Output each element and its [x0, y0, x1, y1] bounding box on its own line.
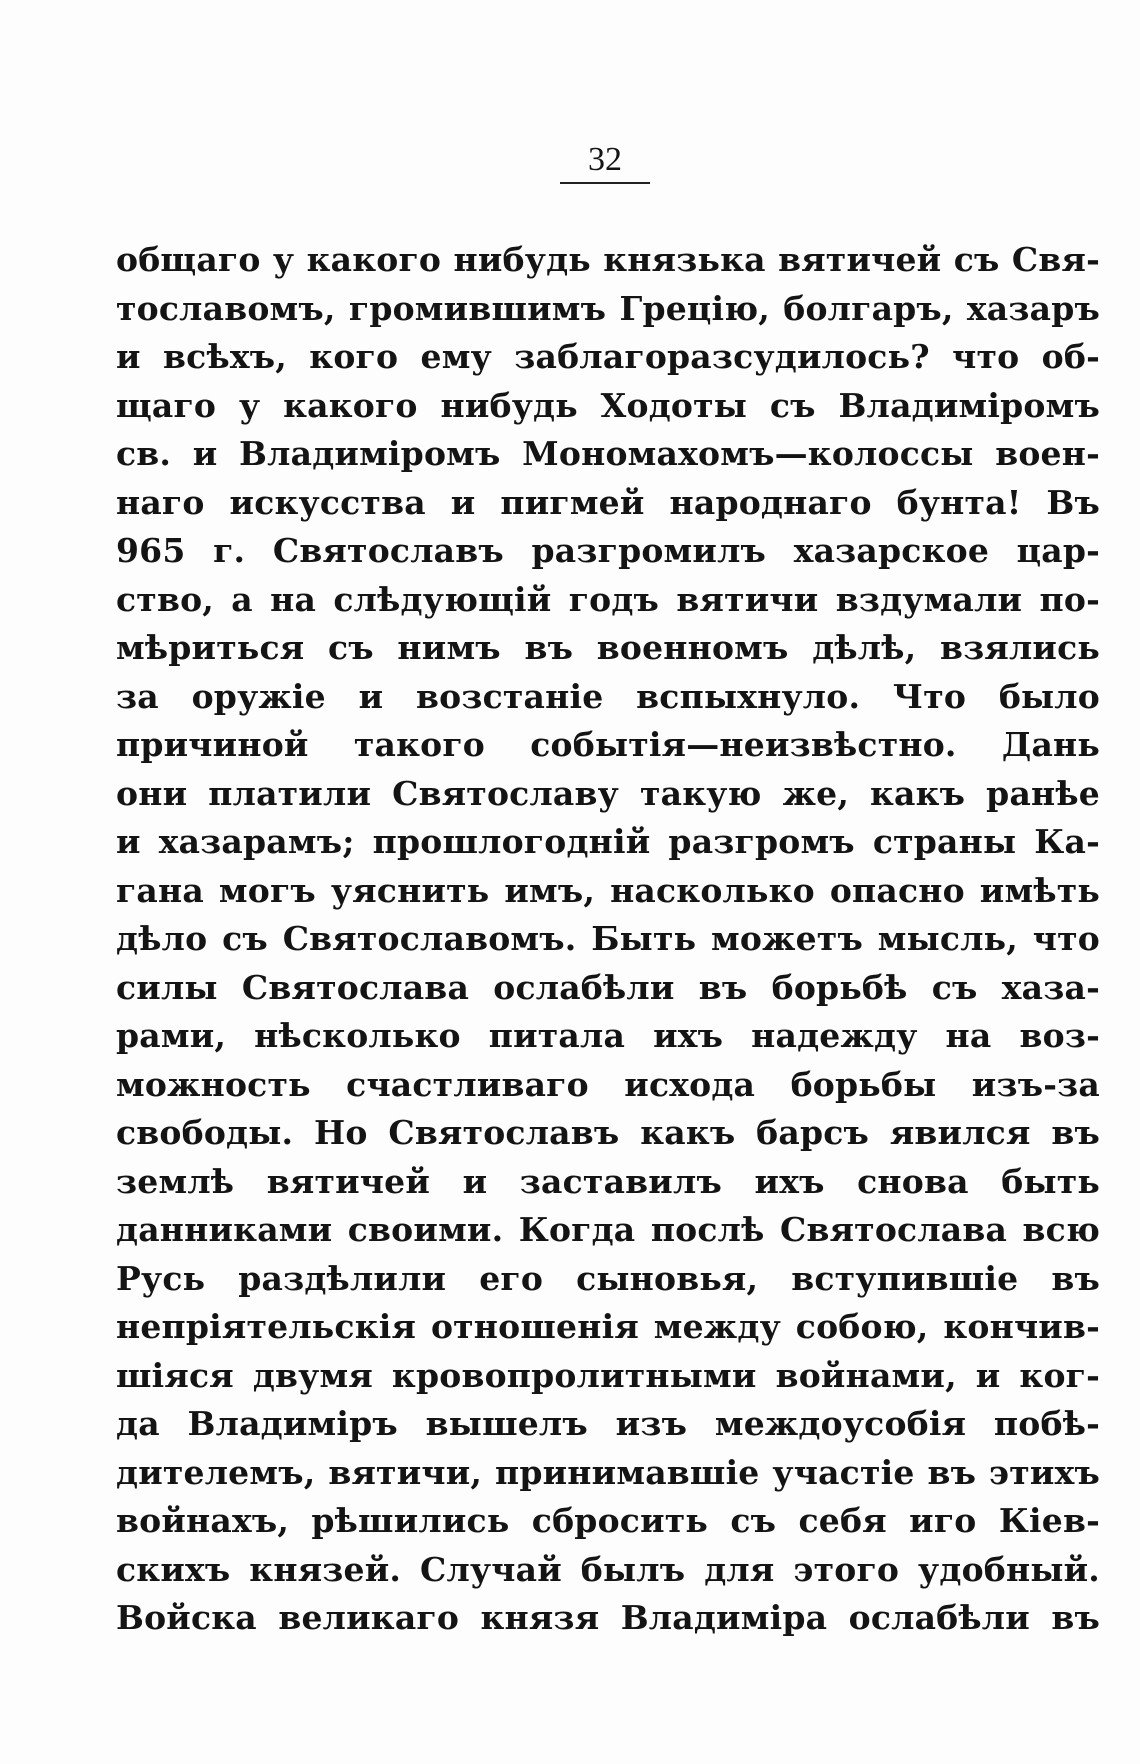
page-number: 32: [560, 140, 650, 184]
text-line: Русь раздѣлили его сыновья, вступившіе въ: [116, 1258, 1100, 1298]
body-text: [116, 236, 1100, 1643]
text-line: свободы. Но Святославъ какъ барсъ явился въ: [116, 1113, 1100, 1152]
text-line: дителемъ, вятичи, принимавшіе участіе въ этихъ: [116, 1452, 1100, 1492]
text-line: ство, а на слѣдующій годъ вятичи вздумали по-: [116, 579, 1100, 619]
text-line: гана могъ уяснить имъ, насколько опасно имѣть: [116, 870, 1100, 910]
text-line: щаго у какого нибудь Ходоты съ Владиміромъ: [116, 385, 1100, 425]
text-line: можность счастливаго исхода борьбы изъ-за: [116, 1064, 1100, 1104]
text-line: рами, нѣсколько питала ихъ надежду на воз-: [116, 1016, 1100, 1055]
text-line: скихъ князей. Случай былъ для этого удобный.: [116, 1549, 1100, 1589]
text-line: силы Святослава ослабѣли въ борьбѣ съ хаза-: [116, 967, 1100, 1007]
text-line: данниками своими. Когда послѣ Святослава всю: [116, 1210, 1100, 1249]
text-line: непріятельскія отношенія между собою, кончив-: [116, 1307, 1100, 1346]
text-line: 965 г. Святославъ разгромилъ хазарское цар-: [116, 531, 1100, 570]
text-line: войнахъ, рѣшились сбросить съ себя иго Кіев-: [116, 1501, 1100, 1540]
text-line: мѣриться съ нимъ въ военномъ дѣлѣ, взялись: [116, 628, 1100, 667]
text-line: св. и Владиміромъ Мономахомъ—колоссы воен-: [116, 434, 1100, 473]
text-line: они платили Святославу такую же, какъ ранѣе: [116, 773, 1100, 813]
text-line: причиной такого событія—неизвѣстно. Дань: [116, 725, 1100, 764]
text-line: тославомъ, громившимъ Грецію, болгаръ, хазаръ: [116, 288, 1100, 328]
text-line: и хазарамъ; прошлогодній разгромъ страны Ка-: [116, 822, 1100, 861]
text-line: общаго у какого нибудь князька вятичей съ Свя-: [116, 240, 1100, 279]
text-line: да Владиміръ вышелъ изъ междоусобія побѣ-: [116, 1404, 1100, 1443]
text-line: шіяся двумя кровопролитными войнами, и ког-: [116, 1355, 1100, 1395]
text-line: землѣ вятичей и заставилъ ихъ снова быть: [116, 1161, 1100, 1201]
text-line: дѣло съ Святославомъ. Быть можетъ мысль, что: [116, 919, 1100, 958]
text-line: наго искусства и пигмей народнаго бунта! Въ: [116, 482, 1100, 522]
text-line: Войска великаго князя Владиміра ослабѣли въ: [116, 1598, 1100, 1637]
text-line: и всѣхъ, кого ему заблагоразсудилось? что об-: [116, 337, 1100, 376]
text-line: за оружіе и возстаніе вспыхнуло. Что было: [116, 676, 1100, 716]
